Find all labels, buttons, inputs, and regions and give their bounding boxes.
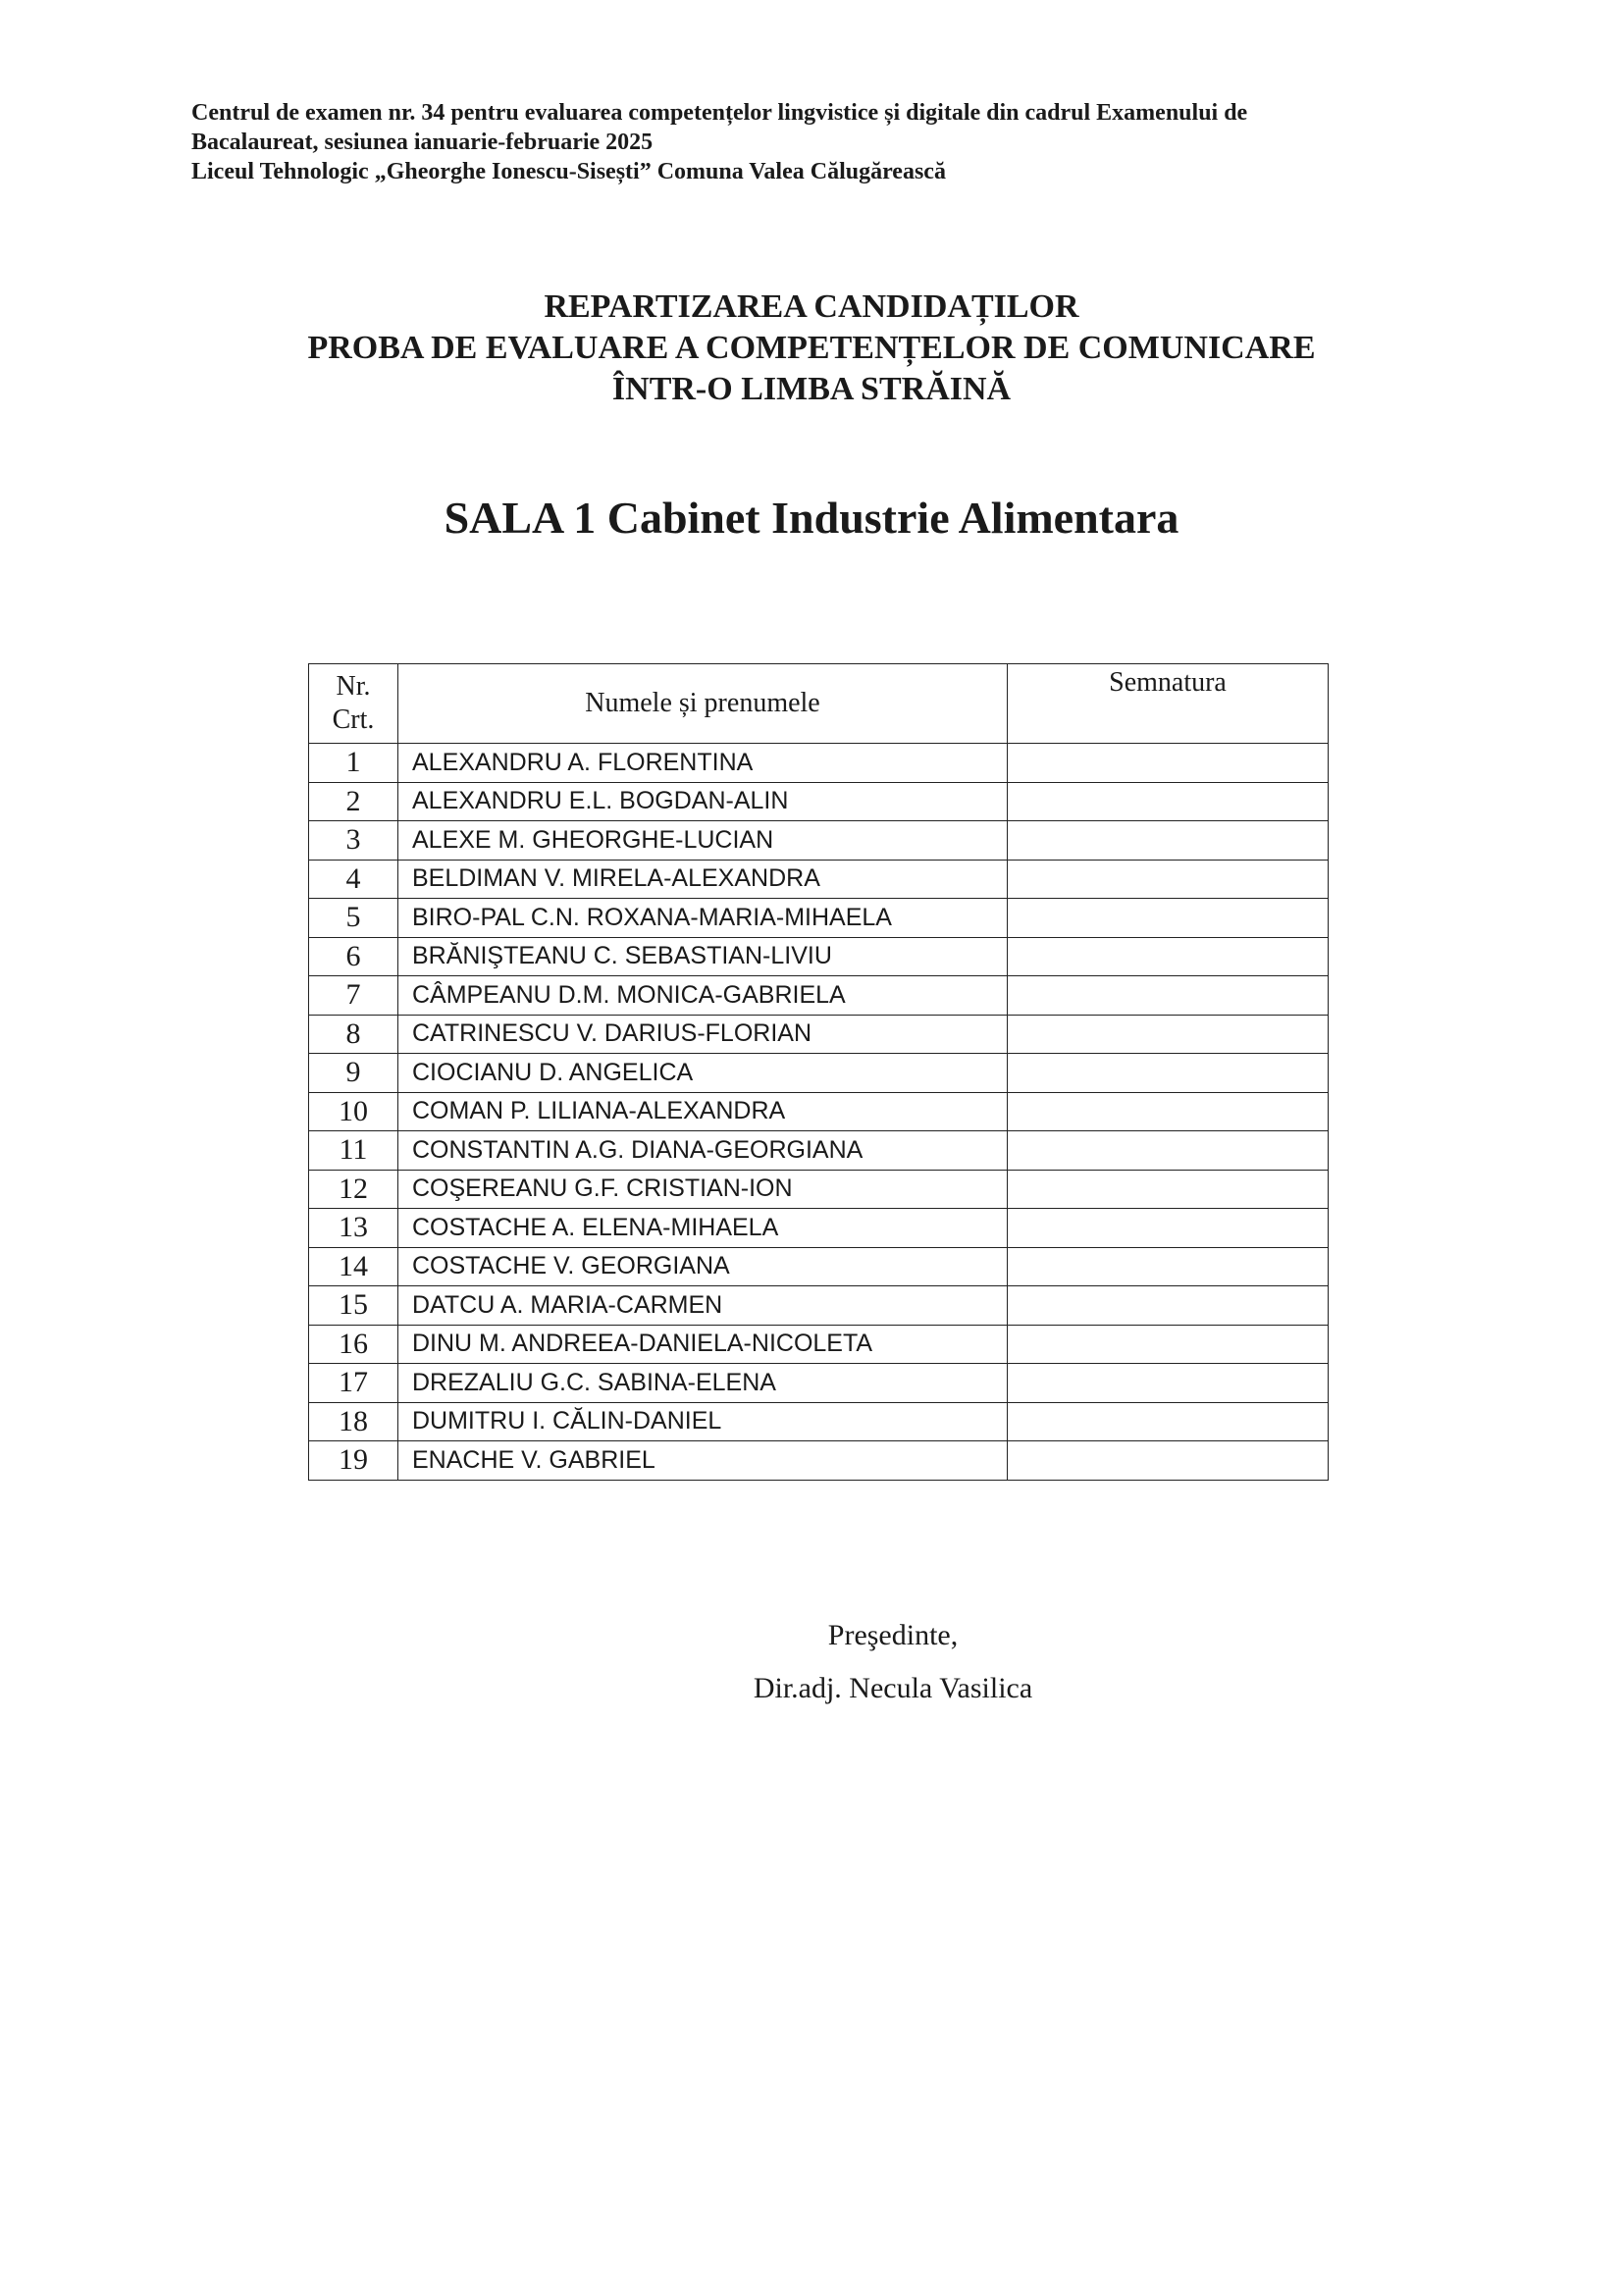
signature-cell xyxy=(1008,1325,1329,1364)
row-number: 2 xyxy=(309,782,398,821)
signature-role: Preşedinte, xyxy=(827,1619,959,1651)
table-header-row xyxy=(309,664,1329,744)
row-number: 16 xyxy=(309,1325,398,1364)
candidate-name: DINU M. ANDREEA-DANIELA-NICOLETA xyxy=(398,1325,1008,1364)
row-number: 12 xyxy=(309,1170,398,1209)
table-row xyxy=(309,1286,1329,1326)
signature-cell xyxy=(1008,1364,1329,1403)
row-number: 13 xyxy=(309,1209,398,1248)
candidate-name: BRĂNIŞTEANU C. SEBASTIAN-LIVIU xyxy=(398,937,1008,976)
header-nr-line-1: Nr. xyxy=(336,671,371,702)
signature-cell xyxy=(1008,1286,1329,1326)
row-number: 5 xyxy=(309,899,398,938)
candidate-name: DREZALIU G.C. SABINA-ELENA xyxy=(398,1364,1008,1403)
signature-cell xyxy=(1008,1054,1329,1093)
table-body xyxy=(309,744,1329,1481)
title-line-2: PROBA DE EVALUARE A COMPETENȚELOR DE COMUNICARE xyxy=(307,330,1316,366)
signature-cell xyxy=(1008,860,1329,899)
row-number: 3 xyxy=(309,821,398,861)
table-row xyxy=(309,1131,1329,1171)
row-number: 14 xyxy=(309,1247,398,1286)
candidates-table xyxy=(308,663,1329,1481)
table-row xyxy=(309,1247,1329,1286)
signature-cell xyxy=(1008,1247,1329,1286)
candidate-name: BELDIMAN V. MIRELA-ALEXANDRA xyxy=(398,860,1008,899)
table-row xyxy=(309,1170,1329,1209)
row-number: 9 xyxy=(309,1054,398,1093)
table-row xyxy=(309,937,1329,976)
candidate-name: ALEXANDRU A. FLORENTINA xyxy=(398,744,1008,783)
row-number: 1 xyxy=(309,744,398,783)
candidate-name: COMAN P. LILIANA-ALEXANDRA xyxy=(398,1092,1008,1131)
table-row xyxy=(309,976,1329,1016)
exam-center-header xyxy=(191,98,1467,186)
row-number: 6 xyxy=(309,937,398,976)
table-row xyxy=(309,1402,1329,1441)
table-row xyxy=(309,1209,1329,1248)
table-row xyxy=(309,1325,1329,1364)
candidates-table-wrapper xyxy=(308,663,1329,1481)
row-number: 18 xyxy=(309,1402,398,1441)
candidate-name: DATCU A. MARIA-CARMEN xyxy=(398,1286,1008,1326)
table-row xyxy=(309,860,1329,899)
signature-cell xyxy=(1008,1441,1329,1481)
table-row xyxy=(309,1054,1329,1093)
header-nr-line-2: Crt. xyxy=(332,704,375,735)
candidate-name: CATRINESCU V. DARIUS-FLORIAN xyxy=(398,1015,1008,1054)
row-number: 10 xyxy=(309,1092,398,1131)
row-number: 19 xyxy=(309,1441,398,1481)
candidate-name: COSTACHE A. ELENA-MIHAELA xyxy=(398,1209,1008,1248)
header-line-1: Centrul de examen nr. 34 pentru evaluarea competențelor lingvistice și digitale din cadrul Examenului de xyxy=(191,100,1248,126)
room-title: SALA 1 Cabinet Industrie Alimentara xyxy=(444,493,1179,543)
table-row xyxy=(309,899,1329,938)
signature-cell xyxy=(1008,782,1329,821)
header-nr-crt xyxy=(309,664,398,744)
candidate-name: DUMITRU I. CĂLIN-DANIEL xyxy=(398,1402,1008,1441)
signature-cell xyxy=(1008,1015,1329,1054)
table-row xyxy=(309,782,1329,821)
signature-block xyxy=(628,1609,1158,1715)
row-number: 15 xyxy=(309,1286,398,1326)
candidate-name: CONSTANTIN A.G. DIANA-GEORGIANA xyxy=(398,1131,1008,1171)
row-number: 17 xyxy=(309,1364,398,1403)
header-signature: Semnatura xyxy=(1008,664,1329,744)
title-line-3: ÎNTR-O LIMBA STRĂINĂ xyxy=(611,371,1012,407)
table-row xyxy=(309,1441,1329,1481)
row-number: 8 xyxy=(309,1015,398,1054)
signature-cell xyxy=(1008,976,1329,1016)
candidate-name: COŞEREANU G.F. CRISTIAN-ION xyxy=(398,1170,1008,1209)
header-line-2: Bacalaureat, sesiunea ianuarie-februarie 2025 xyxy=(191,130,654,155)
header-line-3: Liceul Tehnologic „Gheorghe Ionescu-Sisești” Comuna Valea Călugărească xyxy=(191,159,946,184)
signature-cell xyxy=(1008,821,1329,861)
signature-cell xyxy=(1008,937,1329,976)
candidate-name: CIOCIANU D. ANGELICA xyxy=(398,1054,1008,1093)
candidate-name: ENACHE V. GABRIEL xyxy=(398,1441,1008,1481)
candidate-name: CÂMPEANU D.M. MONICA-GABRIELA xyxy=(398,976,1008,1016)
table-row xyxy=(309,1364,1329,1403)
signature-cell xyxy=(1008,1209,1329,1248)
table-row xyxy=(309,744,1329,783)
signature-cell xyxy=(1008,899,1329,938)
header-name: Numele și prenumele xyxy=(398,664,1008,744)
signature-cell xyxy=(1008,1402,1329,1441)
signature-cell xyxy=(1008,1170,1329,1209)
table-row xyxy=(309,1092,1329,1131)
table-row xyxy=(309,821,1329,861)
candidate-name: COSTACHE V. GEORGIANA xyxy=(398,1247,1008,1286)
table-row xyxy=(309,1015,1329,1054)
title-line-1: REPARTIZAREA CANDIDAȚILOR xyxy=(544,288,1079,325)
candidate-name: BIRO-PAL C.N. ROXANA-MARIA-MIHAELA xyxy=(398,899,1008,938)
candidate-name: ALEXE M. GHEORGHE-LUCIAN xyxy=(398,821,1008,861)
signature-cell xyxy=(1008,1131,1329,1171)
signature-name: Dir.adj. Necula Vasilica xyxy=(753,1672,1033,1704)
row-number: 7 xyxy=(309,976,398,1016)
row-number: 4 xyxy=(309,860,398,899)
document-title xyxy=(0,287,1623,410)
signature-cell xyxy=(1008,744,1329,783)
row-number: 11 xyxy=(309,1131,398,1171)
signature-cell xyxy=(1008,1092,1329,1131)
candidate-name: ALEXANDRU E.L. BOGDAN-ALIN xyxy=(398,782,1008,821)
